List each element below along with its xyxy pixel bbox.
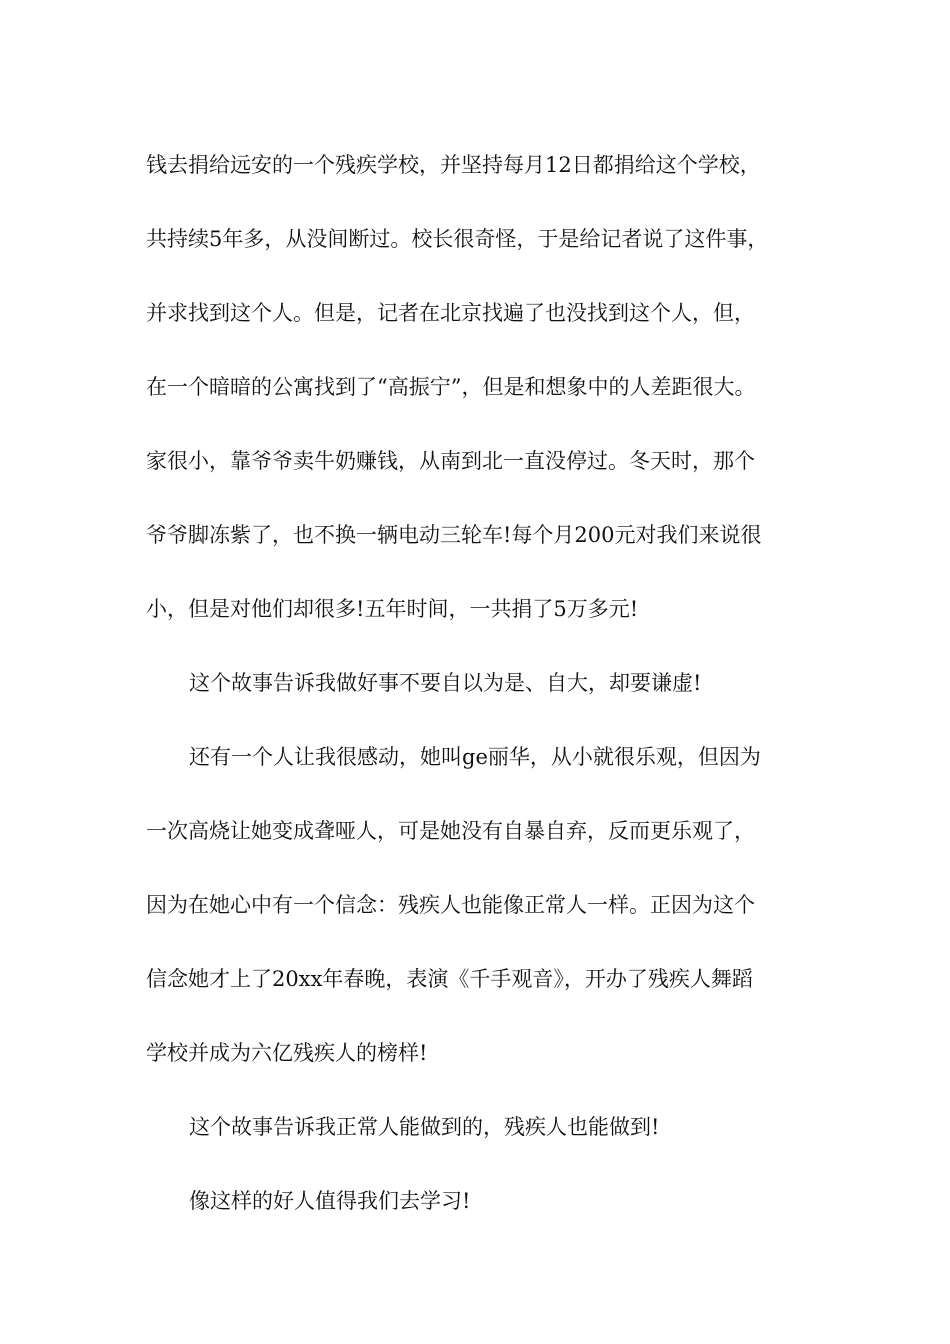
text-line: 共持续5年多，从没间断过。校长很奇怪，于是给记者说了这件事， bbox=[146, 227, 769, 251]
text-line: 爷爷脚冻紫了，也不换一辆电动三轮车!每个月200元对我们来说很 bbox=[146, 523, 762, 547]
text-line: 并求找到这个人。但是，记者在北京找遍了也没找到这个人，但， bbox=[146, 301, 755, 325]
text-line: 因为在她心中有一个信念：残疾人也能像正常人一样。正因为这个 bbox=[146, 893, 755, 917]
text-line: 家很小，靠爷爷卖牛奶赚钱，从南到北一直没停过。冬天时，那个 bbox=[146, 449, 755, 473]
text-line: 一次高烧让她变成聋哑人，可是她没有自暴自弃，反而更乐观了， bbox=[146, 819, 755, 843]
paragraph-line: 像这样的好人值得我们去学习! bbox=[189, 1189, 471, 1213]
body-text bbox=[146, 128, 806, 1238]
paragraph-line: 这个故事告诉我做好事不要自以为是、自大，却要谦虚! bbox=[189, 671, 702, 695]
text-line: 在一个暗暗的公寓找到了“高振宁”，但是和想象中的人差距很大。 bbox=[146, 375, 756, 399]
text-line: 钱去捐给远安的一个残疾学校，并坚持每月12日都捐给这个学校， bbox=[146, 153, 761, 177]
paragraph-line: 这个故事告诉我正常人能做到的，残疾人也能做到! bbox=[189, 1115, 660, 1139]
paragraph-line: 还有一个人让我很感动，她叫ge丽华，从小就很乐观，但因为 bbox=[189, 745, 761, 769]
text-line: 小，但是对他们却很多!五年时间，一共捐了5万多元! bbox=[146, 597, 639, 621]
text-line: 学校并成为六亿残疾人的榜样! bbox=[146, 1041, 428, 1065]
text-line: 信念她才上了20xx年春晚，表演《千手观音》，开办了残疾人舞蹈 bbox=[146, 967, 753, 991]
